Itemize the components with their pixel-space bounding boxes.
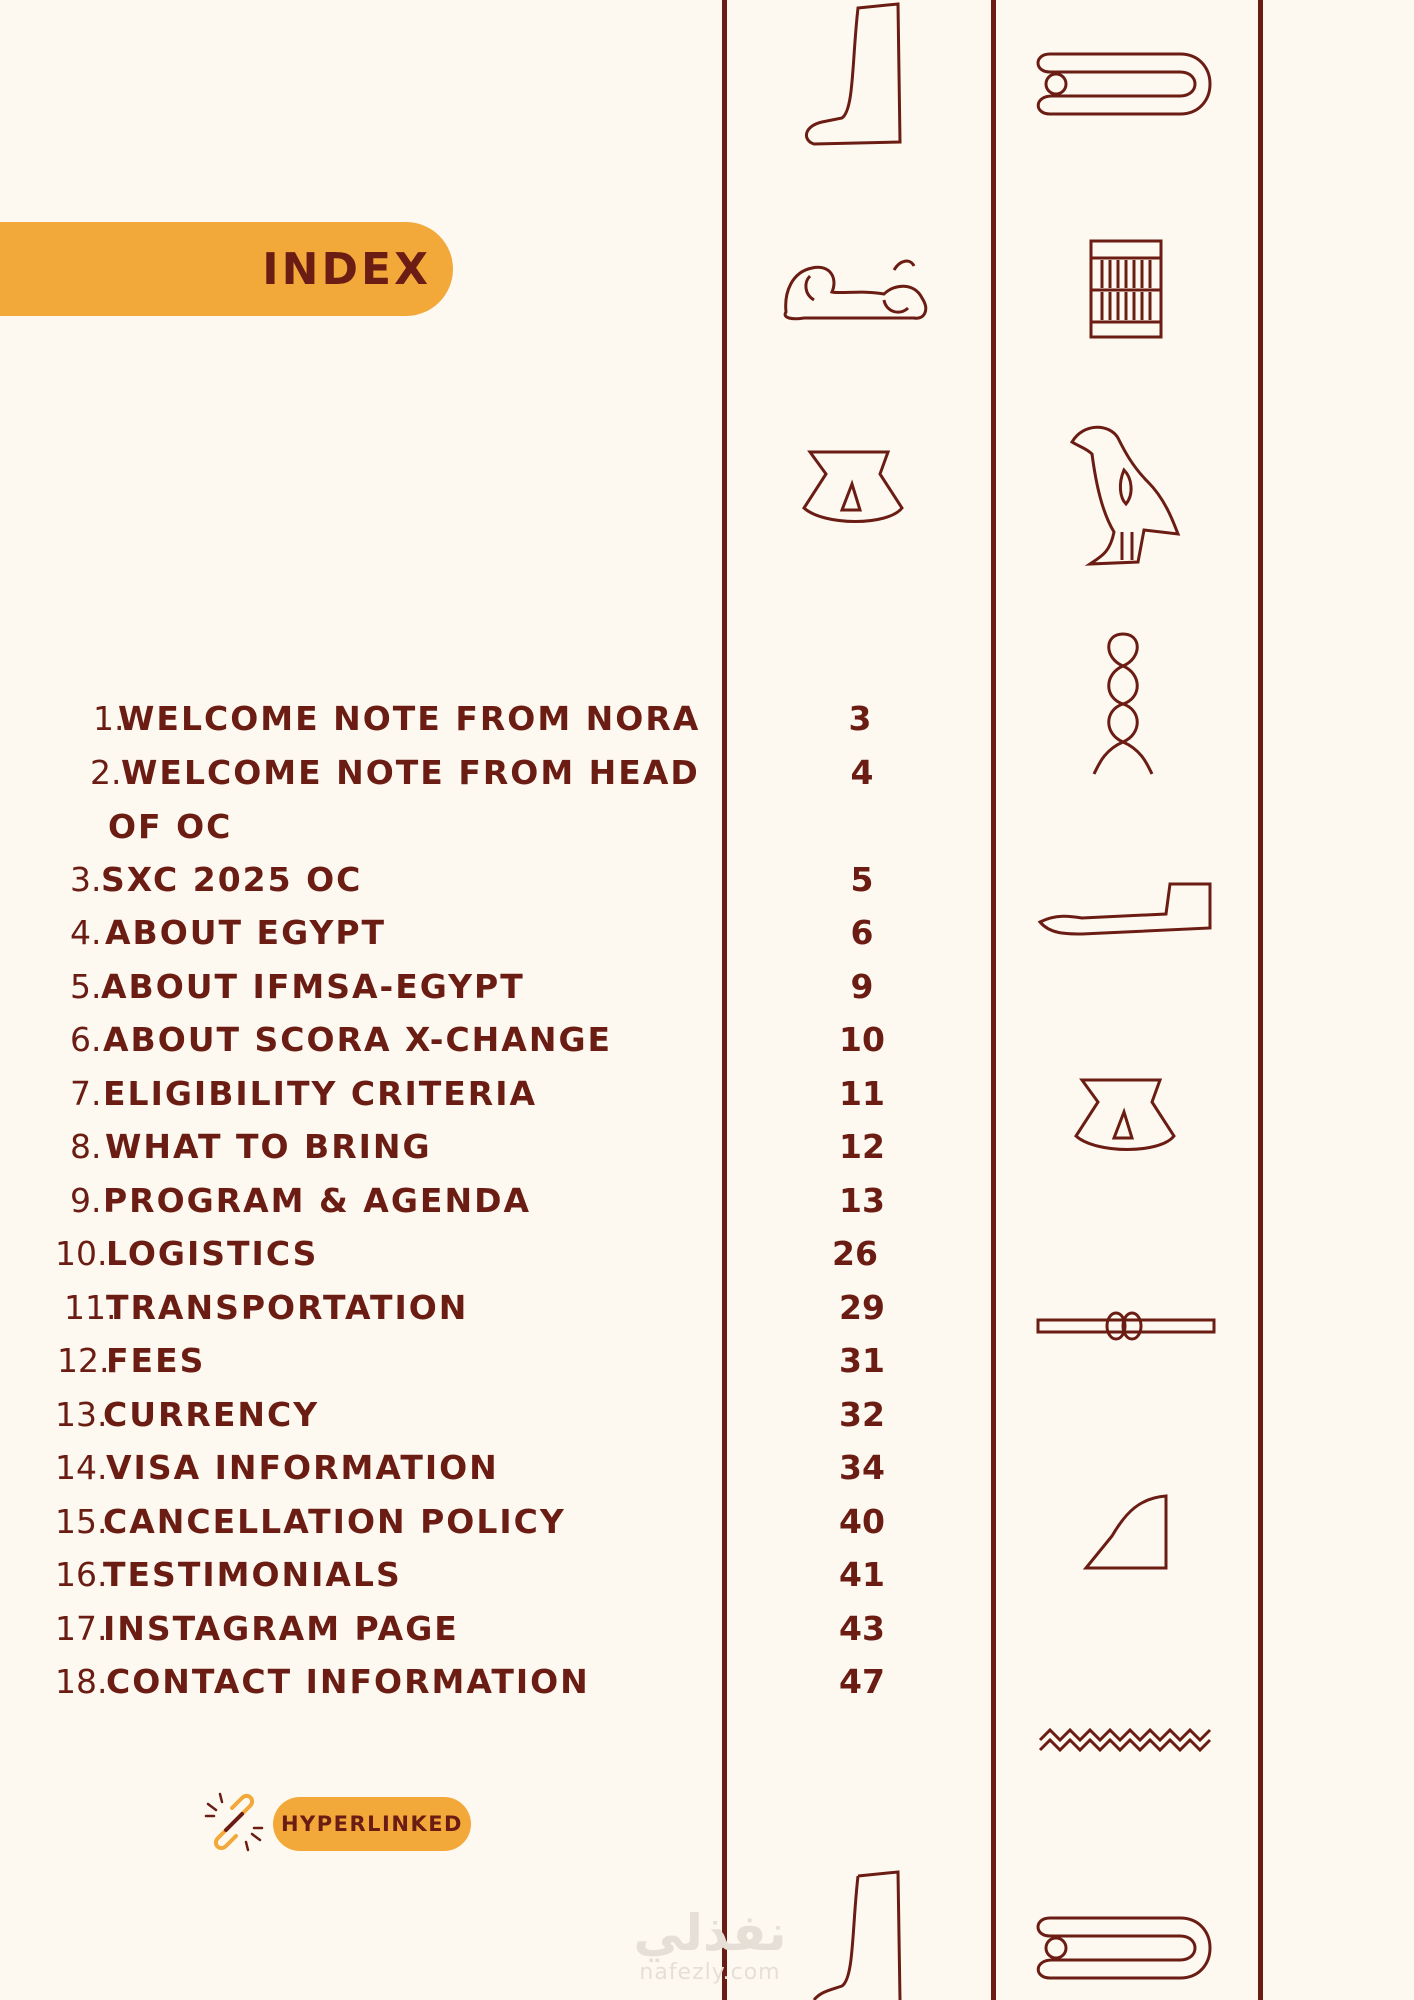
leg-hieroglyph-icon — [800, 0, 910, 155]
toc-item[interactable] — [0, 906, 900, 960]
basket-hieroglyph-icon — [798, 444, 908, 534]
toc-item-page[interactable]: 34 — [839, 1448, 885, 1487]
toc-item-page[interactable]: 9 — [850, 967, 874, 1006]
toc-item[interactable] — [0, 1013, 900, 1067]
toc-item[interactable] — [0, 692, 900, 746]
toc-item-title[interactable]: CONTACT INFORMATION — [106, 1662, 590, 1701]
vulture-hieroglyph-icon — [1062, 420, 1192, 570]
toc-item-title[interactable]: CURRENCY — [103, 1395, 320, 1434]
water-hieroglyph-icon — [1036, 1720, 1216, 1760]
toc-item-title[interactable]: ABOUT EGYPT — [105, 913, 387, 952]
toc-item-page[interactable]: 12 — [839, 1127, 885, 1166]
column-divider-middle — [991, 0, 996, 2000]
shrine-hieroglyph-icon — [1088, 238, 1164, 340]
toc-item-number: 7. — [70, 1074, 102, 1113]
toc-item-title-continuation[interactable]: OF OC — [108, 807, 233, 846]
watermark — [620, 1905, 800, 1985]
toc-item-page[interactable]: 6 — [850, 913, 874, 952]
toc-item-title[interactable]: WELCOME NOTE FROM NORA — [118, 699, 701, 738]
toc-item-number: 5. — [70, 967, 102, 1006]
toc-item-page[interactable]: 29 — [839, 1288, 885, 1327]
hobble-rope-hieroglyph-icon — [1036, 1306, 1216, 1346]
toc-item-number: 17. — [55, 1609, 108, 1648]
toc-item-title[interactable]: INSTAGRAM PAGE — [103, 1609, 459, 1648]
toc-item-number: 11. — [64, 1288, 117, 1327]
toc-item-page[interactable]: 10 — [839, 1020, 885, 1059]
toc-item-number: 2. — [90, 753, 122, 792]
toc-item-title[interactable]: ABOUT IFMSA-EGYPT — [101, 967, 525, 1006]
toc-item-number: 16. — [55, 1555, 108, 1594]
toc-item[interactable] — [0, 1495, 900, 1549]
link-icon — [202, 1790, 266, 1858]
toc-item-number: 12. — [57, 1341, 110, 1380]
toc-item-number: 3. — [70, 860, 102, 899]
toc-item-title[interactable]: CANCELLATION POLICY — [103, 1502, 566, 1541]
toc-item[interactable] — [0, 960, 900, 1014]
toc-item-number: 4. — [70, 913, 102, 952]
toc-item[interactable] — [0, 1227, 900, 1281]
toc-item[interactable] — [0, 1441, 900, 1495]
toc-item-number: 1. — [93, 699, 125, 738]
toc-item[interactable] — [0, 1281, 900, 1335]
lasso-hieroglyph-icon — [1030, 1908, 1220, 1988]
twisted-flax-hieroglyph-icon — [1090, 628, 1156, 778]
toc-item-page[interactable]: 11 — [839, 1074, 885, 1113]
toc-item-title[interactable]: TESTIMONIALS — [103, 1555, 402, 1594]
toc-item[interactable] — [0, 746, 900, 800]
column-divider-right — [1258, 0, 1263, 2000]
toc-item-page[interactable]: 4 — [850, 753, 874, 792]
toc-item[interactable] — [0, 1602, 900, 1656]
toc-item-page[interactable]: 41 — [839, 1555, 885, 1594]
toc-item-title[interactable]: SXC 2025 OC — [101, 860, 363, 899]
toc-item-number: 10. — [55, 1234, 108, 1273]
arm-hieroglyph-icon — [1036, 878, 1216, 938]
toc-item-title[interactable]: TRANSPORTATION — [106, 1288, 469, 1327]
toc-item-title[interactable]: PROGRAM & AGENDA — [103, 1181, 531, 1220]
toc-item[interactable] — [0, 1388, 900, 1442]
toc-item-number: 13. — [55, 1395, 108, 1434]
toc-item-number: 15. — [55, 1502, 108, 1541]
toc-item-title[interactable]: ELIGIBILITY CRITERIA — [103, 1074, 538, 1113]
toc-item[interactable] — [0, 1174, 900, 1228]
toc-item[interactable] — [0, 1067, 900, 1121]
toc-item[interactable] — [0, 1334, 900, 1388]
toc-item-page[interactable]: 40 — [839, 1502, 885, 1541]
toc-item-title[interactable]: FEES — [106, 1341, 206, 1380]
toc-item-title[interactable]: VISA INFORMATION — [106, 1448, 499, 1487]
toc-item-title[interactable]: WELCOME NOTE FROM HEAD — [121, 753, 700, 792]
toc-item-number: 6. — [70, 1020, 102, 1059]
toc-item-page[interactable]: 47 — [839, 1662, 885, 1701]
toc-item-page[interactable]: 26 — [832, 1234, 878, 1273]
lasso-hieroglyph-icon — [1030, 44, 1220, 124]
lion-hieroglyph-icon — [774, 240, 934, 330]
hill-slope-hieroglyph-icon — [1082, 1492, 1170, 1572]
toc-item-title[interactable]: WHAT TO BRING — [105, 1127, 432, 1166]
toc-item-number: 8. — [70, 1127, 102, 1166]
toc-item[interactable] — [0, 1548, 900, 1602]
toc-item-title[interactable]: LOGISTICS — [106, 1234, 319, 1273]
basket-hieroglyph-icon — [1070, 1072, 1180, 1162]
hyperlinked-badge: HYPERLINKED — [273, 1797, 471, 1851]
toc-item-page[interactable]: 31 — [839, 1341, 885, 1380]
toc-item-number: 18. — [55, 1662, 108, 1701]
toc-item-page[interactable]: 43 — [839, 1609, 885, 1648]
watermark-url: nafezly.com — [639, 1960, 781, 1985]
toc-item-title[interactable]: ABOUT SCORA X-CHANGE — [103, 1020, 613, 1059]
toc-item-page[interactable]: 5 — [850, 860, 874, 899]
watermark-arabic: نفذلي — [633, 1904, 787, 1962]
toc-item-number: 9. — [70, 1181, 102, 1220]
toc-item-number: 14. — [55, 1448, 108, 1487]
toc-item-page[interactable]: 3 — [848, 699, 872, 738]
toc-item[interactable] — [0, 853, 900, 907]
toc-item[interactable] — [0, 1120, 900, 1174]
toc-item[interactable] — [0, 1655, 900, 1709]
leg-hieroglyph-icon — [800, 1868, 910, 2000]
toc-item-page[interactable]: 32 — [839, 1395, 885, 1434]
toc-item-page[interactable]: 13 — [839, 1181, 885, 1220]
index-header: INDEX — [0, 222, 453, 316]
